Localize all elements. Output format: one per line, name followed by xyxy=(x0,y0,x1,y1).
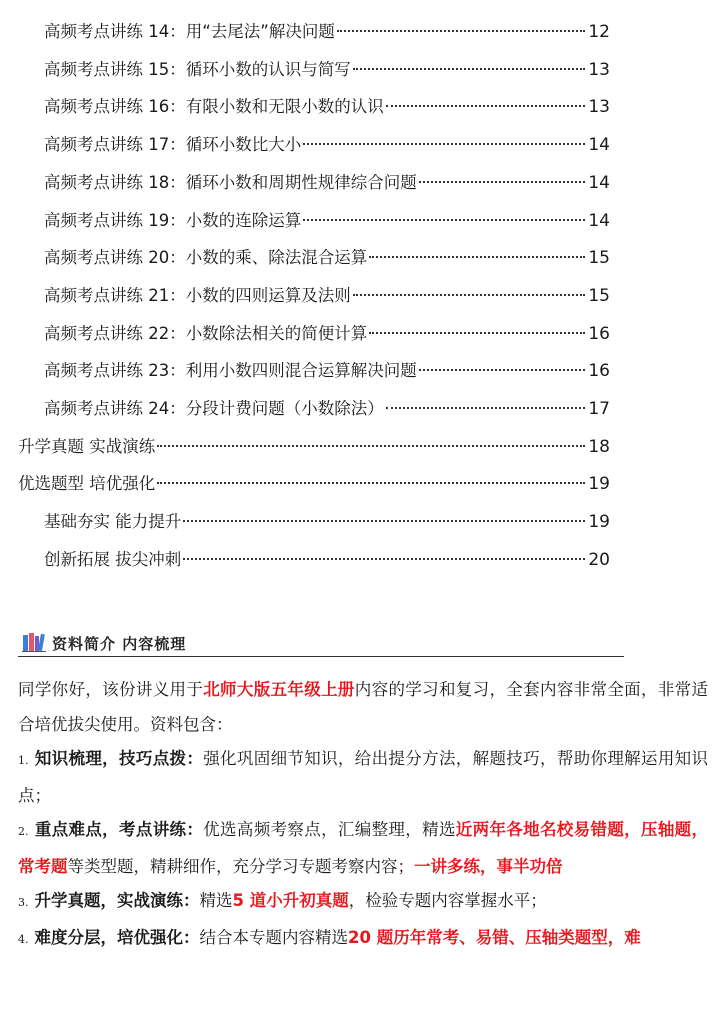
toc-entry-page: 20 xyxy=(588,549,610,570)
toc-entry-page: 17 xyxy=(588,399,610,419)
toc-entry-title: 升学真题 实战演练 xyxy=(18,436,156,456)
toc-entry[interactable] xyxy=(18,470,610,498)
toc-entry-title: 高频考点讲练 15：循环小数的认识与简写 xyxy=(44,59,351,79)
toc-leader-dots xyxy=(369,255,585,258)
toc-entry-title: 高频考点讲练 19：小数的连除运算 xyxy=(44,210,302,230)
toc-entry[interactable] xyxy=(44,93,610,121)
toc-leader-dots xyxy=(303,142,585,145)
item-heading: 知识梳理，技巧点拨： xyxy=(34,749,204,768)
toc-entry-title: 创新拓展 拔尖冲刺 xyxy=(44,549,182,569)
toc-entry[interactable] xyxy=(44,282,610,310)
toc-entry-title: 高频考点讲练 14：用“去尾法”解决问题 xyxy=(44,22,335,41)
toc-entry-page: 16 xyxy=(588,361,610,382)
toc-entry[interactable] xyxy=(44,207,610,235)
toc-leader-dots xyxy=(353,67,586,70)
toc-entry-page: 14 xyxy=(588,210,610,231)
section-title: 资料简介 内容梳理 xyxy=(52,635,187,653)
toc-leader-dots xyxy=(419,368,586,371)
toc-leader-dots xyxy=(183,557,585,560)
toc-entry-page: 13 xyxy=(588,59,610,80)
toc-leader-dots xyxy=(353,293,586,296)
list-item-2 xyxy=(18,813,708,884)
item-text: ，检验专题内容掌握水平； xyxy=(348,891,547,910)
toc-entry-page: 13 xyxy=(588,97,610,118)
toc-entry-title: 高频考点讲练 23：利用小数四则混合运算解决问题 xyxy=(44,361,417,381)
item-number: 4. xyxy=(18,932,29,946)
toc-entry-page: 16 xyxy=(588,323,610,344)
books-icon xyxy=(22,632,46,652)
toc-entry[interactable] xyxy=(44,131,610,159)
item-text: 等类型题，精耕细作，充分学习专题考察内容； xyxy=(67,856,414,876)
toc-leader-dots xyxy=(157,481,585,484)
toc-entry-page: 18 xyxy=(588,436,610,457)
item-highlight: 20 题历年常考、易错、压轴类题型，难 xyxy=(348,927,641,947)
toc-entry[interactable] xyxy=(44,56,610,84)
toc-entry-page: 14 xyxy=(588,172,610,193)
toc-entry-title: 高频考点讲练 22：小数除法相关的简便计算 xyxy=(44,323,368,343)
toc-entry-title: 高频考点讲练 16：有限小数和无限小数的认识 xyxy=(44,97,384,117)
toc-entry-page: 12 xyxy=(588,22,610,42)
toc-entry[interactable] xyxy=(44,18,610,46)
item-highlight: 5 道小升初真题 xyxy=(232,891,349,910)
toc-entry[interactable] xyxy=(44,244,610,272)
toc-entry[interactable] xyxy=(44,320,610,348)
item-heading: 难度分层，培优强化： xyxy=(34,927,200,947)
section-header xyxy=(18,630,624,657)
toc-entry[interactable] xyxy=(44,169,610,197)
item-text: 精选 xyxy=(199,891,233,910)
toc-entry-title: 优选题型 培优强化 xyxy=(18,474,156,494)
item-heading: 重点难点，考点讲练： xyxy=(34,820,204,839)
list-item-1 xyxy=(18,742,708,813)
item-number: 3. xyxy=(18,896,29,909)
toc-entry-page: 19 xyxy=(588,512,610,533)
toc-leader-dots xyxy=(386,406,586,409)
intro-paragraph xyxy=(18,673,708,742)
toc-entry[interactable] xyxy=(44,508,610,536)
item-highlight: 一讲多练，事半功倍 xyxy=(414,856,563,876)
toc-leader-dots xyxy=(157,444,585,447)
toc-entry[interactable] xyxy=(44,395,610,423)
toc-entry-title: 高频考点讲练 20：小数的乘、除法混合运算 xyxy=(44,248,368,268)
toc-leader-dots xyxy=(337,29,586,32)
toc-leader-dots xyxy=(183,519,585,522)
toc-entry[interactable] xyxy=(18,433,610,461)
item-number: 1. xyxy=(18,754,29,767)
list-item-4 xyxy=(18,921,708,958)
toc-entry-title: 高频考点讲练 18：循环小数和周期性规律综合问题 xyxy=(44,172,417,192)
toc-leader-dots xyxy=(369,331,585,334)
toc-entry-page: 15 xyxy=(588,285,610,306)
intro-text-b: 内容的学习和复习，全套内容非常全面，非常适合培优拔尖使用。资料包含： xyxy=(18,680,709,734)
toc-entry-page: 14 xyxy=(588,135,610,156)
toc-leader-dots xyxy=(386,104,586,107)
toc-entry[interactable] xyxy=(44,357,610,385)
toc-leader-dots xyxy=(303,218,585,221)
toc-entry[interactable] xyxy=(44,546,610,574)
item-heading: 升学真题，实战演练： xyxy=(34,891,200,910)
edition-highlight: 北师大版五年级上册 xyxy=(203,680,355,699)
toc-entry-title: 高频考点讲练 21：小数的四则运算及法则 xyxy=(44,285,351,305)
toc-entry-title: 高频考点讲练 24：分段计费问题（小数除法） xyxy=(44,399,384,418)
toc-entry-page: 19 xyxy=(588,474,610,495)
item-text: 结合本专题内容精选 xyxy=(199,927,348,947)
toc-entry-page: 15 xyxy=(588,248,610,269)
item-text: 强化巩固细节知识，给出提分方法，解题技巧，帮助你理解运用知识点； xyxy=(18,749,709,805)
toc-leader-dots xyxy=(419,180,586,183)
intro-text xyxy=(18,673,708,957)
toc-entry-title: 基础夯实 能力提升 xyxy=(44,512,182,532)
item-highlight: 近两年各地名校易错题，压轴题，常考题 xyxy=(18,820,709,876)
list-item-3 xyxy=(18,884,708,921)
toc-entry-title: 高频考点讲练 17：循环小数比大小 xyxy=(44,135,302,155)
item-text: 优选高频考察点，汇编整理，精选 xyxy=(203,820,456,839)
item-number: 2. xyxy=(18,825,29,838)
intro-text-a: 同学你好，该份讲义用于 xyxy=(18,680,204,699)
